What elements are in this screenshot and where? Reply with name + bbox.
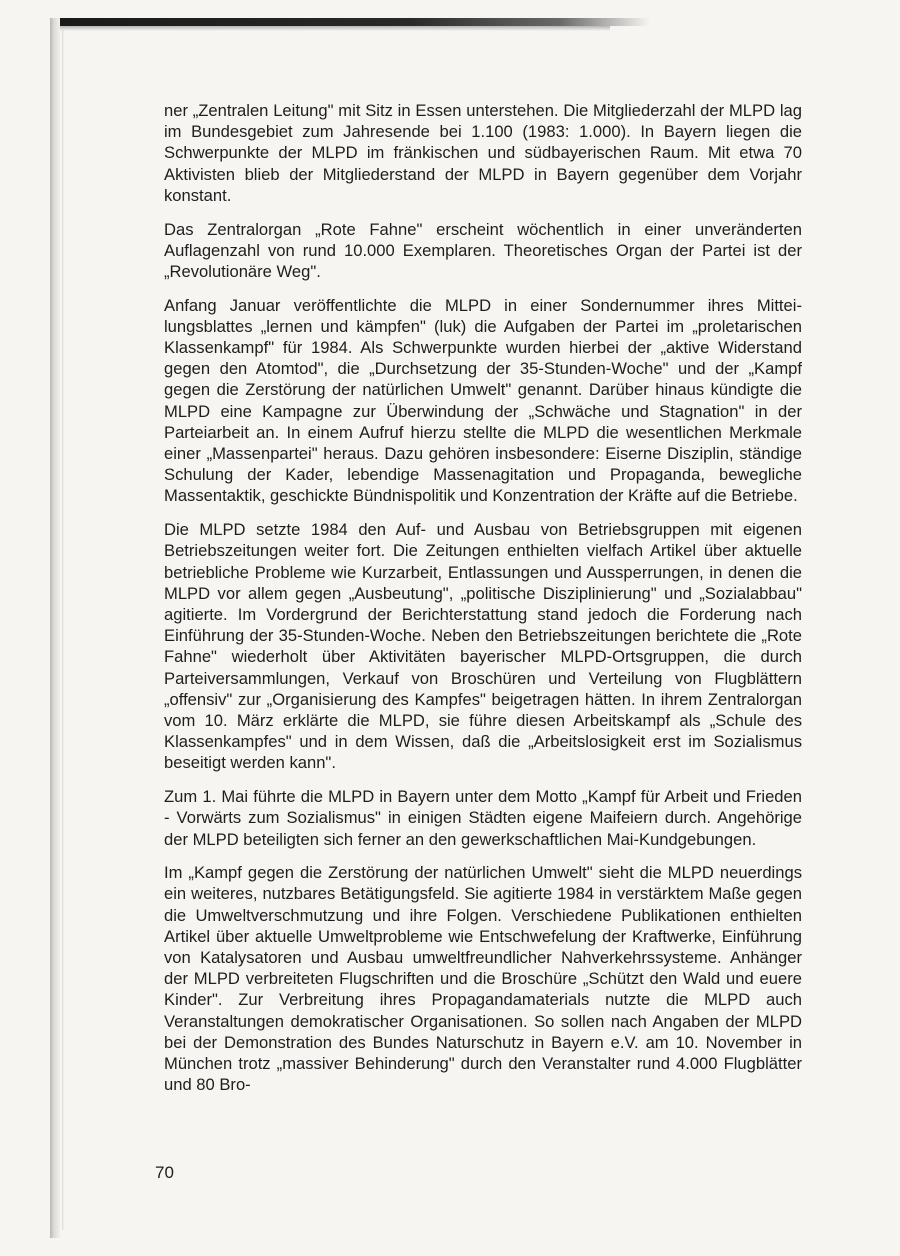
body-text (164, 100, 802, 1108)
paragraph-2: Das Zentralorgan „Rote Fahne" erscheint wöchentlich in einer unveränderten Auflagenzahl von rund 10.000 Exemplaren. Theoretisches Organ der Partei ist der „Revolutionäre Weg". (164, 219, 802, 281)
scan-top-shadow (50, 26, 610, 31)
paragraph-1: ner „Zentralen Leitung" mit Sitz in Essen unterstehen. Die Mitgliederzahl der MLPD lag im Bundesgebiet zum Jahresende bei 1.100 (1983: 1.000). In Bayern liegen die Schwerpunkte der MLPD im fränkischen und südbayerischen Raum. Mit etwa 70 Aktivisten blieb der Mitgliederstand der MLPD in Bayern gegenüber dem Vorjahr konstant. (164, 101, 802, 205)
scan-binding-edge (50, 18, 60, 1238)
page-number: 70 (155, 1163, 174, 1182)
paragraph-6: Im „Kampf gegen die Zerstörung der natürlichen Umwelt" sieht die MLPD neuerdings ein weiteres, nutzbares Betätigungsfeld. Sie agitierte 1984 in verstärktem Maße gegen die Umweltverschmutzung und ihre Folgen. Verschiedene Publikationen enthielten Artikel über aktuelle Umweltprobleme wie Entschwefelung der Kraftwerke, Einführung von Katalysatoren und Ausbau umweltfreundlicher Nahverkehrssysteme. Anhänger der MLPD verbreiteten Flugschriften und die Broschüre „Schützt den Wald und euere Kinder". Zur Verbreitung ihres Propagandamaterials nutzte die MLPD auch Veranstaltungen demokratischer Organisationen. So sollen nach Angaben der MLPD bei der Demonstration des Bundes Naturschutz in Bayern e.V. am 10. November in München trotz „massiver Behinderung" durch den Veranstalter rund 4.000 Flugblätter und 80 Bro- (164, 863, 802, 1095)
paragraph-3: Anfang Januar veröffentlichte die MLPD in einer Sondernummer ihres Mitteilungsblattes „lernen und kämpfen" (luk) die Aufgaben der Partei im „proletarischen Klassenkampf" für 1984. Als Schwerpunkte wurden hierbei der „aktive Widerstand gegen den Atomtod", die „Durchsetzung der 35-Stunden-Woche" und der „Kampf gegen die Zerstörung der natürlichen Umwelt" genannt. Darüber hinaus kündigte die MLPD eine Kampagne zur Überwindung der „Schwäche und Stagnation" in der Parteiarbeit an. In einem Aufruf hierzu stellte die MLPD die wesentlichen Merkmale einer „Massenpartei" heraus. Dazu gehören insbesondere: Eiserne Disziplin, ständige Schulung der Kader, lebendige Massenagitation und Propaganda, bewegliche Massentaktik, geschickte Bündnispolitik und Konzentration der Kräfte auf die Betriebe. (164, 295, 802, 506)
paragraph-4: Die MLPD setzte 1984 den Auf- und Ausbau von Betriebsgruppen mit eigenen Betriebszeitungen weiter fort. Die Zeitungen enthielten vielfach Artikel über aktuelle betriebliche Probleme wie Kurzarbeit, Entlassungen und Aussperrungen, in denen die MLPD vor allem gegen „Ausbeutung", „politische Disziplinierung" und „Sozialabbau" agitierte. Im Vordergrund der Berichterstattung stand jedoch die Forderung nach Einführung der 35-Stunden-Woche. Neben den Betriebszeitungen berichtete die „Rote Fahne" wiederholt über Aktivitäten bayerischer MLPD-Ortsgruppen, die durch Parteiversammlungen, Verkauf von Broschüren und Verteilung von Flugblättern „offensiv" zur „Organisierung des Kampfes" beigetragen hätten. In ihrem Zentralorgan vom 10. März erklärte die MLPD, sie führe diesen Arbeitskampf als „Schule des Klassenkampfes" und in dem Wissen, daß die „Arbeitslosigkeit erst im Sozialismus beseitigt werden kann". (164, 520, 802, 773)
scan-binding-shadow (62, 30, 64, 1230)
paragraph-5: Zum 1. Mai führte die MLPD in Bayern unter dem Motto „Kampf für Arbeit und Frieden - Vorwärts zum Sozialismus" in einigen Städten eigene Maifeiern durch. Angehörige der MLPD beteiligten sich ferner an den gewerkschaftlichen Mai-Kundgebungen. (164, 787, 802, 849)
scan-top-edge (50, 18, 650, 26)
